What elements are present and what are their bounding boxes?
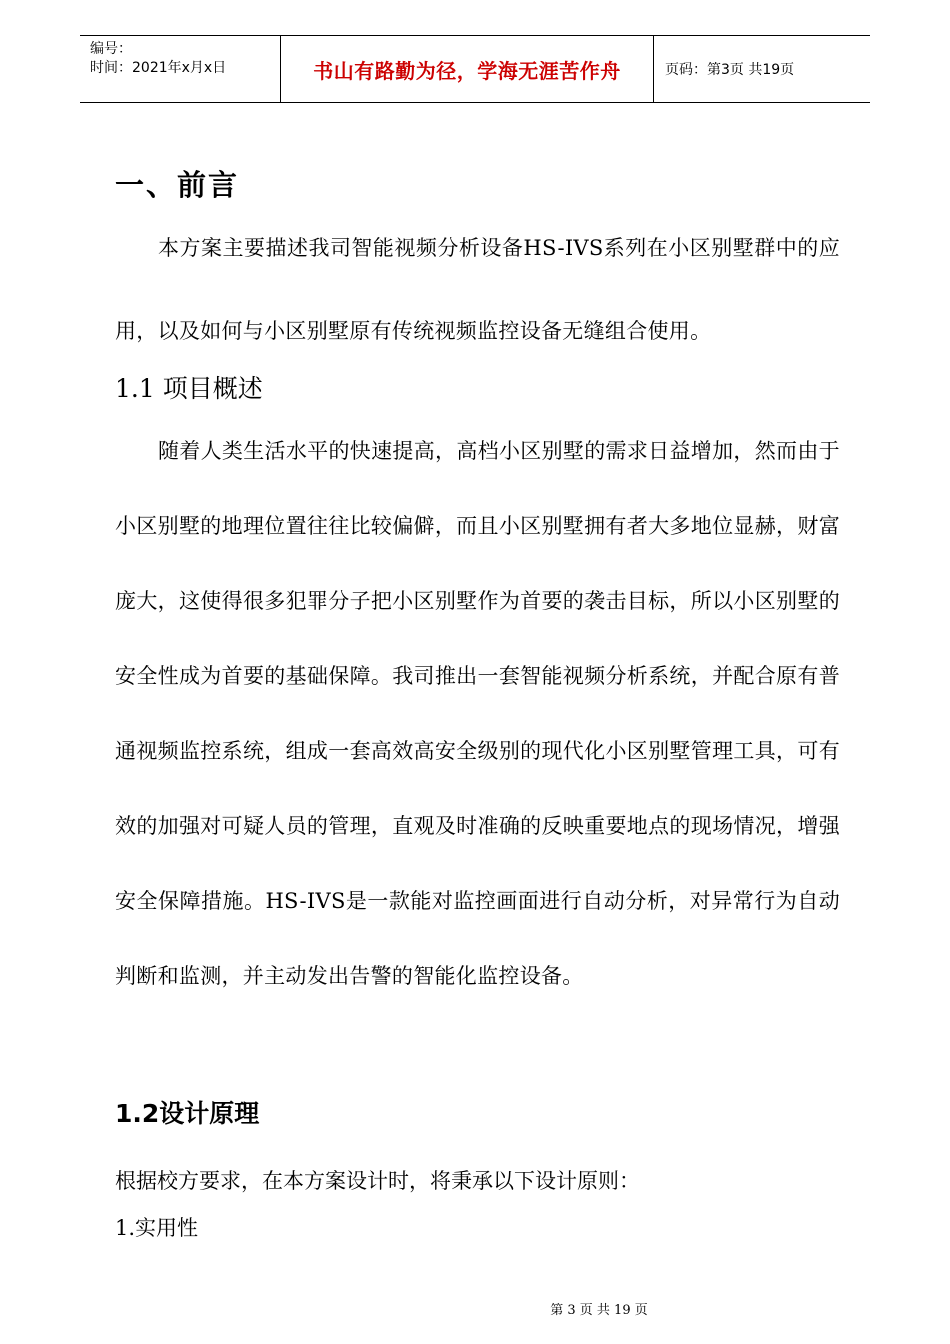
header-time-label: 时间：2021年x月x日	[90, 60, 227, 76]
page-footer: 第 3 页 共 19 页	[550, 1303, 648, 1318]
section-1-2-intro: 根据校方要求，在本方案设计时，将秉承以下设计原则：	[115, 1169, 640, 1193]
header-meta	[80, 36, 281, 102]
header-number-label: 编号：	[90, 41, 132, 57]
heading-preface: 一、前言	[115, 168, 240, 202]
section-1-1-body: 随着人类生活水平的快速提高，高档小区别墅的需求日益增加，然而由于小区别墅的地理位置往往比较偏僻，而且小区别墅拥有者大多地位显赫，财富庞大，这使得很多犯罪分子把小区别墅作为首要的袭击目标，所以小区别墅的安全性成为首要的基础保障。我司推出一套智能视频分析系统，并配合原有普通视频监控系统，组成一套高效高安全级别的现代化小区别墅管理工具，可有效的加强对可疑人员的管理，直观及时准确的反映重要地点的现场情况，增强安全保障措施。HS-IVS是一款能对监控画面进行自动分析，对异常行为自动判断和监测，并主动发出告警的智能化监控设备。	[115, 439, 840, 988]
section-1-2-item-1: 1.实用性	[115, 1216, 199, 1240]
header-page-info: 页码：第3页 共19页	[665, 62, 795, 78]
page-header	[80, 35, 870, 103]
section-1-2-title: 1.2设计原理	[115, 1099, 260, 1128]
header-motto: 书山有路勤为径，学海无涯苦作舟	[281, 36, 654, 102]
intro-paragraph: 本方案主要描述我司智能视频分析设备HS-IVS系列在小区别墅群中的应用，以及如何与小区别墅原有传统视频监控设备无缝组合使用。	[115, 236, 840, 343]
section-1-1-title: 1.1 项目概述	[115, 374, 263, 403]
